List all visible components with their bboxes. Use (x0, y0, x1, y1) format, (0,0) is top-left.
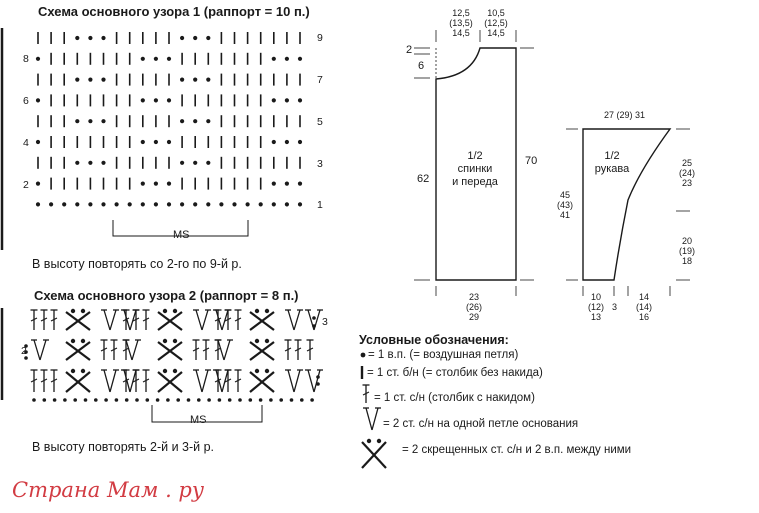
chain-stitch (298, 140, 302, 144)
chain-stitch (154, 98, 158, 102)
chain-stitch (285, 182, 289, 186)
chain-stitch (167, 140, 171, 144)
ms-bracket (152, 405, 262, 422)
chain-stitch (141, 98, 145, 102)
chain-stitch (135, 398, 139, 402)
chain-stitch (279, 398, 283, 402)
chain-stitch (300, 398, 304, 402)
scheme1-ms-label: MS (173, 229, 190, 241)
chain-stitch (75, 161, 79, 165)
chain-stitch (249, 398, 253, 402)
chain-stitch (32, 398, 36, 402)
chain-stitch (285, 98, 289, 102)
v-stitch (288, 310, 294, 330)
chain-stitch (115, 398, 119, 402)
v-stitch (104, 370, 110, 392)
chain-stitch (156, 398, 160, 402)
chain-stitch (193, 161, 197, 165)
chain-stitch (154, 182, 158, 186)
chain-stitch (259, 202, 263, 206)
legend-item-crossed-dc: = 2 скрещенных ст. с/н и 2 в.п. между ними (402, 444, 632, 456)
chain-stitch (206, 119, 210, 123)
chain-stitch (62, 202, 66, 206)
chain-stitch (49, 202, 53, 206)
chain-stitch (88, 161, 92, 165)
v-stitch (294, 310, 300, 330)
chain-stitch (218, 398, 222, 402)
chain-stitch (298, 98, 302, 102)
body-label: 1/2 спинки и переда (452, 150, 498, 188)
row-number-5: 5 (317, 116, 323, 128)
chain-stitch (146, 398, 150, 402)
v-stitch (110, 370, 116, 392)
chain-stitch (285, 57, 289, 61)
v-stitch (308, 370, 314, 392)
chain-stitch (167, 98, 171, 102)
chain-stitch (101, 202, 105, 206)
chain-stitch (255, 309, 259, 313)
chain-stitch (312, 324, 316, 328)
chain-stitch (312, 316, 316, 320)
v-stitch (202, 370, 208, 392)
v-stitch (294, 370, 300, 392)
row-number-2: 2 (23, 179, 29, 191)
v-stitch (126, 340, 132, 360)
sleeve-bottom-mid: 3 (612, 302, 618, 312)
v-stitch (218, 340, 224, 360)
chain-stitch (269, 398, 273, 402)
chain-stitch (154, 57, 158, 61)
chain-stitch (75, 202, 79, 206)
chain-stitch (73, 398, 77, 402)
sleeve-bottom-right: 14 (14) 16 (636, 292, 653, 322)
chain-stitch (88, 78, 92, 82)
chain-stitch (75, 119, 79, 123)
chain-stitch (173, 369, 177, 373)
body-neck-depth-outer: 2 (406, 44, 413, 56)
chain-stitch (36, 140, 40, 144)
chain-stitch (167, 182, 171, 186)
chain-stitch (81, 339, 85, 343)
chain-stitch (166, 398, 170, 402)
chain-stitch (71, 309, 75, 313)
chain-stitch (141, 202, 145, 206)
chain-stitch (88, 36, 92, 40)
chain-stitch (163, 309, 167, 313)
chain-stitch (104, 398, 108, 402)
v-stitch (104, 310, 110, 330)
chain-stitch (265, 309, 269, 313)
chain-stitch (81, 309, 85, 313)
chain-stitch (255, 369, 259, 373)
chain-stitch (180, 161, 184, 165)
body-left-height: 62 (417, 173, 430, 185)
scheme2-repeat-note: В высоту повторять 2-й и 3-й р. (32, 440, 215, 454)
chain-stitch (167, 202, 171, 206)
chain-stitch (176, 398, 180, 402)
row-number-1: 1 (317, 199, 323, 211)
chain-stitch (290, 398, 294, 402)
chain-stitch (36, 202, 40, 206)
chain-stitch (36, 57, 40, 61)
row-number-2: 2 (21, 345, 27, 357)
chain-stitch (316, 382, 320, 386)
sleeve-top-dim: 27 (29) 31 (604, 110, 646, 120)
chain-stitch (193, 119, 197, 123)
chain-stitch (298, 57, 302, 61)
chain-stitch (206, 161, 210, 165)
chain-stitch (193, 36, 197, 40)
chain-stitch (298, 182, 302, 186)
chain-stitch (101, 119, 105, 123)
v-stitch (202, 310, 208, 330)
chain-stitch (206, 78, 210, 82)
chain-stitch (232, 202, 236, 206)
chain-stitch (206, 202, 210, 206)
v-stitch (110, 310, 116, 330)
chain-stitch (367, 439, 371, 443)
chain-stitch (173, 339, 177, 343)
chain-legend-icon (361, 353, 366, 358)
row-number-7: 7 (317, 74, 323, 86)
chain-stitch (101, 78, 105, 82)
sleeve-right-upper: 25 (24) 23 (678, 158, 695, 188)
scheme2-title: Схема основного узора 2 (раппорт = 8 п.) (34, 288, 299, 303)
chain-stitch (265, 339, 269, 343)
body-top-left-dim: 12,5 (13,5) 14,5 (449, 8, 473, 38)
body-top-right-dim: 10,5 (12,5) 14,5 (484, 8, 508, 38)
chain-stitch (246, 202, 250, 206)
row-number-9: 9 (317, 32, 323, 44)
body-neck-depth-inner: 6 (418, 60, 425, 72)
chain-stitch (180, 119, 184, 123)
chain-stitch (53, 398, 57, 402)
chain-stitch (197, 398, 201, 402)
row-number-6: 6 (23, 95, 29, 107)
chain-stitch (272, 57, 276, 61)
chain-stitch (141, 182, 145, 186)
chain-stitch (101, 36, 105, 40)
chain-stitch (115, 202, 119, 206)
chain-stitch (163, 339, 167, 343)
chain-stitch (75, 78, 79, 82)
chain-stitch (310, 398, 314, 402)
chain-stitch (285, 202, 289, 206)
chain-stitch (180, 78, 184, 82)
row-number-3: 3 (322, 316, 328, 328)
legend-item-dc: = 1 ст. с/н (столбик с накидом) (374, 392, 535, 404)
sleeve-bottom-left: 10 (12) 13 (588, 292, 605, 322)
row-number-4: 4 (23, 137, 29, 149)
watermark-logo: Страна Мам . ру (12, 478, 205, 502)
chain-stitch (94, 398, 98, 402)
sleeve-left-height: 45 (43) 41 (557, 190, 574, 220)
v-stitch (196, 310, 202, 330)
chain-stitch (285, 140, 289, 144)
chain-stitch (180, 36, 184, 40)
chain-stitch (163, 369, 167, 373)
chain-stitch (81, 369, 85, 373)
sleeve-label: 1/2 рукава (594, 150, 630, 175)
chain-stitch (259, 398, 263, 402)
scheme1-repeat-note: В высоту повторять со 2-го по 9-й р. (32, 257, 242, 271)
chain-stitch (75, 36, 79, 40)
chain-stitch (316, 375, 320, 379)
chain-stitch (125, 398, 129, 402)
chain-stitch (206, 36, 210, 40)
body-bottom-dim: 23 (26) 29 (465, 292, 482, 322)
chain-stitch (71, 369, 75, 373)
chain-stitch (63, 398, 67, 402)
chain-stitch (219, 202, 223, 206)
chain-stitch (255, 339, 259, 343)
chain-stitch (141, 140, 145, 144)
v-stitch (314, 370, 320, 392)
chain-stitch (377, 439, 381, 443)
chain-stitch (207, 398, 211, 402)
legend-title: Условные обозначения: (359, 333, 509, 347)
chain-stitch (187, 398, 191, 402)
chain-stitch (88, 119, 92, 123)
sleeve-right-lower: 20 (19) 18 (678, 236, 695, 266)
chain-stitch (43, 398, 47, 402)
v-stitch (366, 408, 372, 430)
v-stitch (34, 340, 40, 360)
v-stitch (196, 370, 202, 392)
chain-stitch (228, 398, 232, 402)
chain-stitch (88, 202, 92, 206)
v-stitch (372, 408, 378, 430)
chain-stitch (36, 98, 40, 102)
chain-stitch (272, 202, 276, 206)
v-stitch (132, 340, 138, 360)
chain-stitch (180, 202, 184, 206)
v-stitch (224, 340, 230, 360)
v-stitch (40, 340, 46, 360)
chain-stitch (238, 398, 242, 402)
chain-stitch (84, 398, 88, 402)
chain-stitch (272, 140, 276, 144)
legend-item-2dc-one-base: = 2 ст. с/н на одной петле основания (383, 418, 579, 430)
scheme2-ms-label: MS (190, 414, 207, 426)
chain-stitch (154, 202, 158, 206)
chain-stitch (193, 78, 197, 82)
chain-stitch (71, 339, 75, 343)
legend-item-chain: = 1 в.п. (= воздушная петля) (368, 349, 519, 361)
chain-stitch (167, 57, 171, 61)
chain-stitch (128, 202, 132, 206)
legend-item-sc: = 1 ст. б/н (= столбик без накида) (367, 367, 543, 379)
chain-stitch (101, 161, 105, 165)
body-right-height: 70 (525, 155, 538, 167)
chain-stitch (298, 202, 302, 206)
scheme1-title: Схема основного узора 1 (раппорт = 10 п.) (38, 4, 310, 19)
row-number-8: 8 (23, 53, 29, 65)
row-number-3: 3 (317, 158, 323, 170)
chain-stitch (265, 369, 269, 373)
chain-stitch (154, 140, 158, 144)
chain-stitch (36, 182, 40, 186)
chain-stitch (141, 57, 145, 61)
v-stitch (288, 370, 294, 392)
chain-stitch (173, 309, 177, 313)
chain-stitch (272, 98, 276, 102)
chain-stitch (193, 202, 197, 206)
chain-stitch (272, 182, 276, 186)
